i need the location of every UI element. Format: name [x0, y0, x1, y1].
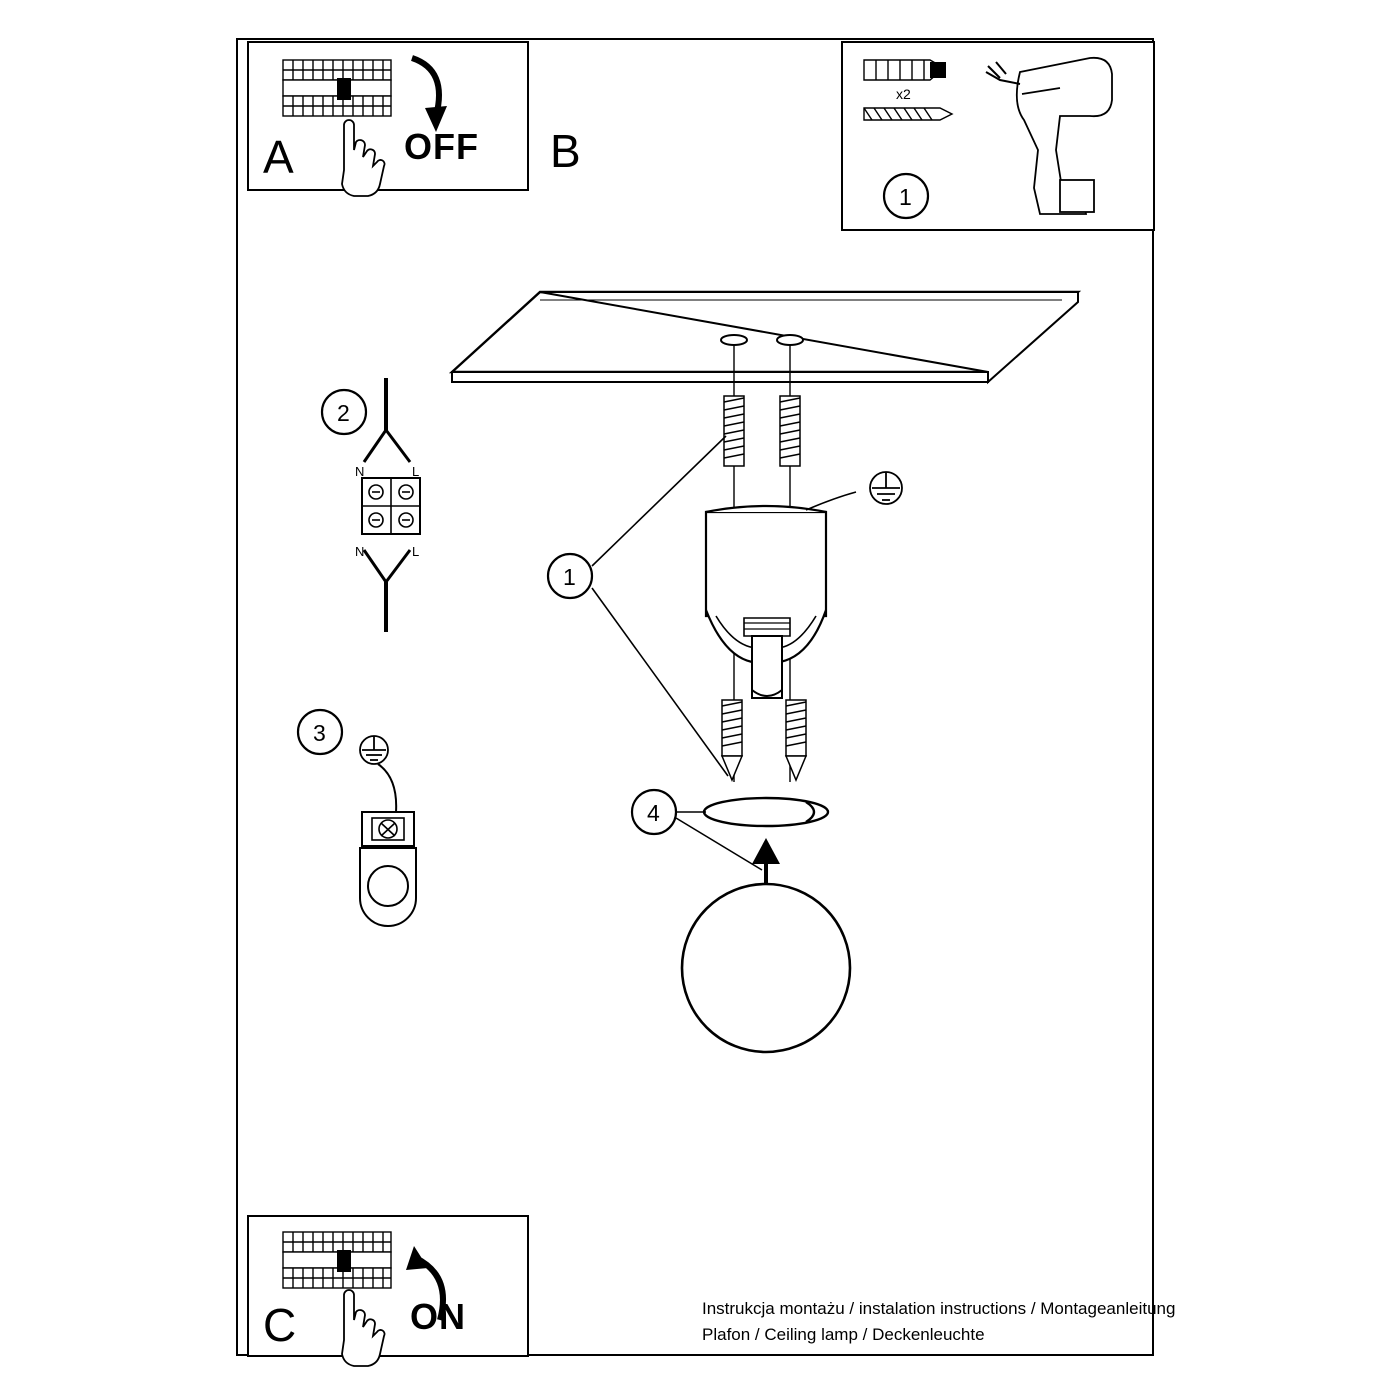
- step-2-number: 2: [337, 400, 350, 426]
- panel-b-step-number: 1: [899, 184, 912, 210]
- ceiling-plane-icon: [452, 292, 1078, 382]
- retaining-ring-icon: [704, 798, 828, 826]
- earth-ground-icon: [360, 736, 388, 764]
- circuit-breaker-on-icon: [283, 1232, 391, 1288]
- panel-b-letter: B: [550, 125, 581, 177]
- screw-icon: [864, 108, 952, 120]
- step-1-number: 1: [563, 564, 576, 590]
- circuit-breaker-off-icon: [283, 60, 391, 116]
- panel-c-letter: C: [263, 1299, 297, 1351]
- terminal-label-n-bottom: N: [355, 544, 365, 559]
- step-3-number: 3: [313, 720, 326, 746]
- terminal-label-l-bottom: L: [412, 544, 420, 559]
- footer-line-1: Instrukcja montażu / instalation instructions / Montageanleitung: [702, 1299, 1176, 1318]
- earth-ground-icon: [870, 472, 902, 504]
- lamp-base-icon: [706, 472, 902, 698]
- glass-globe-icon: [682, 884, 850, 1052]
- terminal-label-n-top: N: [355, 464, 365, 479]
- panel-a-letter: A: [263, 131, 294, 183]
- terminal-label-l-top: L: [412, 464, 420, 479]
- callout-1: [548, 436, 728, 776]
- panel-a-action-label: OFF: [404, 126, 479, 167]
- footer-line-2: Plafon / Ceiling lamp / Deckenleuchte: [702, 1325, 985, 1344]
- wall-plug-icon: [864, 60, 946, 80]
- panel-c-action-label: ON: [410, 1296, 466, 1337]
- panel-b: [842, 42, 1154, 230]
- step-4-number: 4: [647, 800, 660, 826]
- panel-b-quantity-label: x2: [896, 86, 911, 102]
